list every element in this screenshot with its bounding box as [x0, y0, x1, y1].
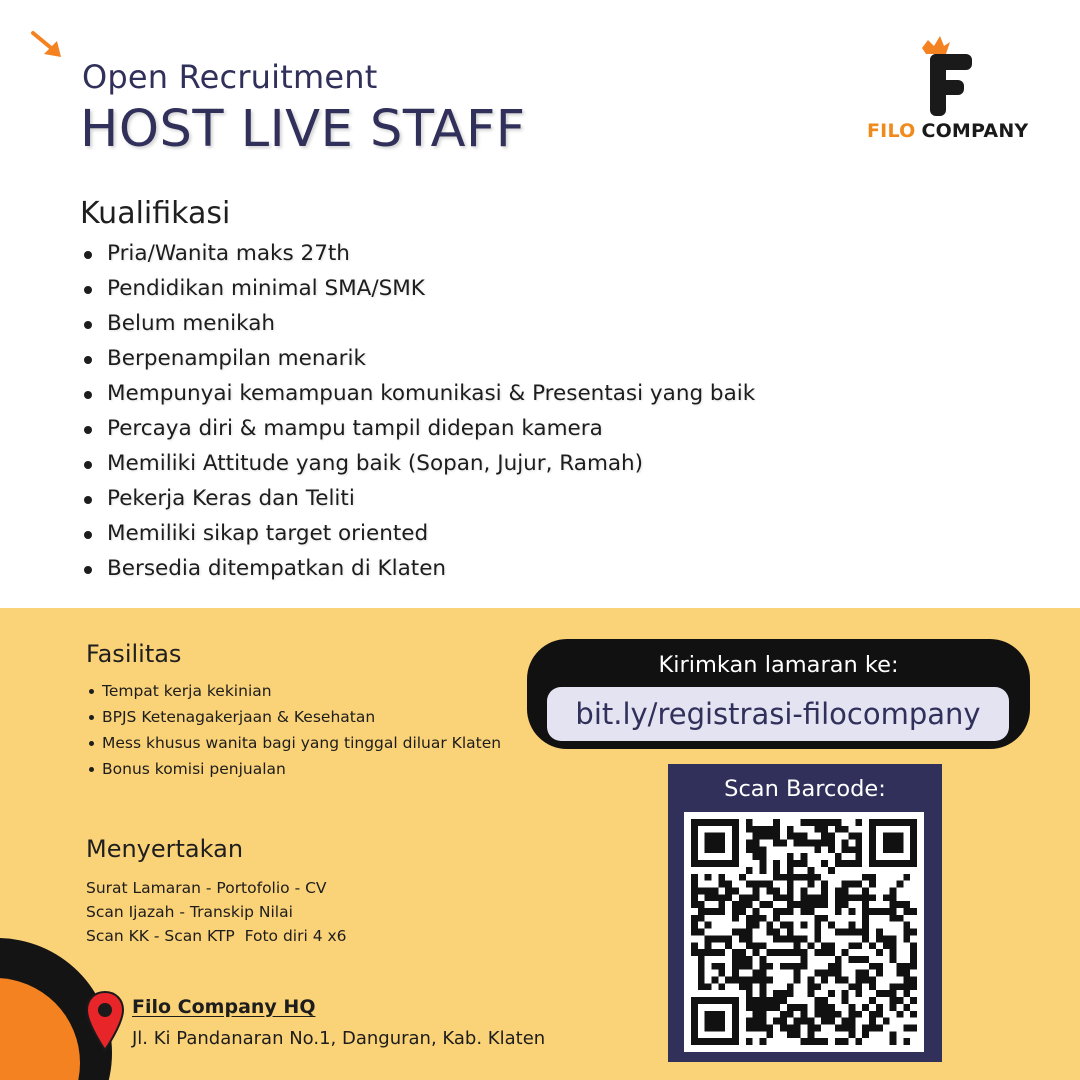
- list-item: Bonus komisi penjualan: [86, 756, 506, 782]
- logo-word-company: COMPANY: [921, 120, 1029, 142]
- logo-wordmark: [867, 120, 1028, 142]
- info-panel: [0, 608, 1080, 1080]
- apply-label: Kirimkan lamaran ke:: [658, 652, 899, 678]
- requirements-list: [86, 876, 347, 948]
- list-item: Bersedia ditempatkan di Klaten: [80, 554, 755, 589]
- requirements-title: Menyertakan: [86, 835, 244, 863]
- apply-link[interactable]: bit.ly/registrasi-filocompany: [547, 687, 1009, 741]
- hq-name: Filo Company HQ: [132, 996, 316, 1018]
- logo-word-filo: FILO: [867, 120, 916, 142]
- qualifications-title: Kualifikasi: [80, 196, 231, 231]
- apply-box: [527, 639, 1030, 749]
- qr-box: [668, 764, 942, 1062]
- requirement-line: Surat Lamaran - Portofolio - CV: [86, 879, 327, 897]
- list-item: Mempunyai kemampuan komunikasi & Presentasi yang baik: [80, 379, 755, 414]
- facilities-title: Fasilitas: [86, 640, 182, 668]
- company-logo: [862, 36, 1042, 148]
- location-pin-icon: [84, 990, 126, 1054]
- scan-label: Scan Barcode:: [724, 776, 886, 802]
- list-item: BPJS Ketenagakerjaan & Kesehatan: [86, 704, 506, 730]
- requirement-line: Scan Ijazah - Transkip Nilai: [86, 903, 293, 921]
- list-item: Berpenampilan menarik: [80, 344, 755, 379]
- arrow-down-right-icon: [30, 30, 64, 60]
- header-subtitle: Open Recruitment: [82, 58, 378, 96]
- list-item: Belum menikah: [80, 309, 755, 344]
- crown-f-logo-icon: [922, 36, 982, 118]
- list-item: Tempat kerja kekinian: [86, 678, 506, 704]
- qr-code-frame: [684, 812, 924, 1052]
- qualifications-list: [80, 239, 755, 589]
- list-item: Mess khusus wanita bagi yang tinggal diluar Klaten: [86, 730, 506, 756]
- page-title: HOST LIVE STAFF: [80, 100, 526, 159]
- list-item: Memiliki sikap target oriented: [80, 519, 755, 554]
- list-item: Pria/Wanita maks 27th: [80, 239, 755, 274]
- list-item: Pendidikan minimal SMA/SMK: [80, 274, 755, 309]
- hq-address: Jl. Ki Pandanaran No.1, Danguran, Kab. Klaten: [132, 1028, 546, 1049]
- facilities-list: [86, 678, 506, 782]
- list-item: Percaya diri & mampu tampil didepan kamera: [80, 414, 755, 449]
- requirement-line: Scan KK - Scan KTP Foto diri 4 x6: [86, 927, 347, 945]
- qr-code-icon[interactable]: [691, 819, 917, 1045]
- list-item: Pekerja Keras dan Teliti: [80, 484, 755, 519]
- list-item: Memiliki Attitude yang baik (Sopan, Jujur, Ramah): [80, 449, 755, 484]
